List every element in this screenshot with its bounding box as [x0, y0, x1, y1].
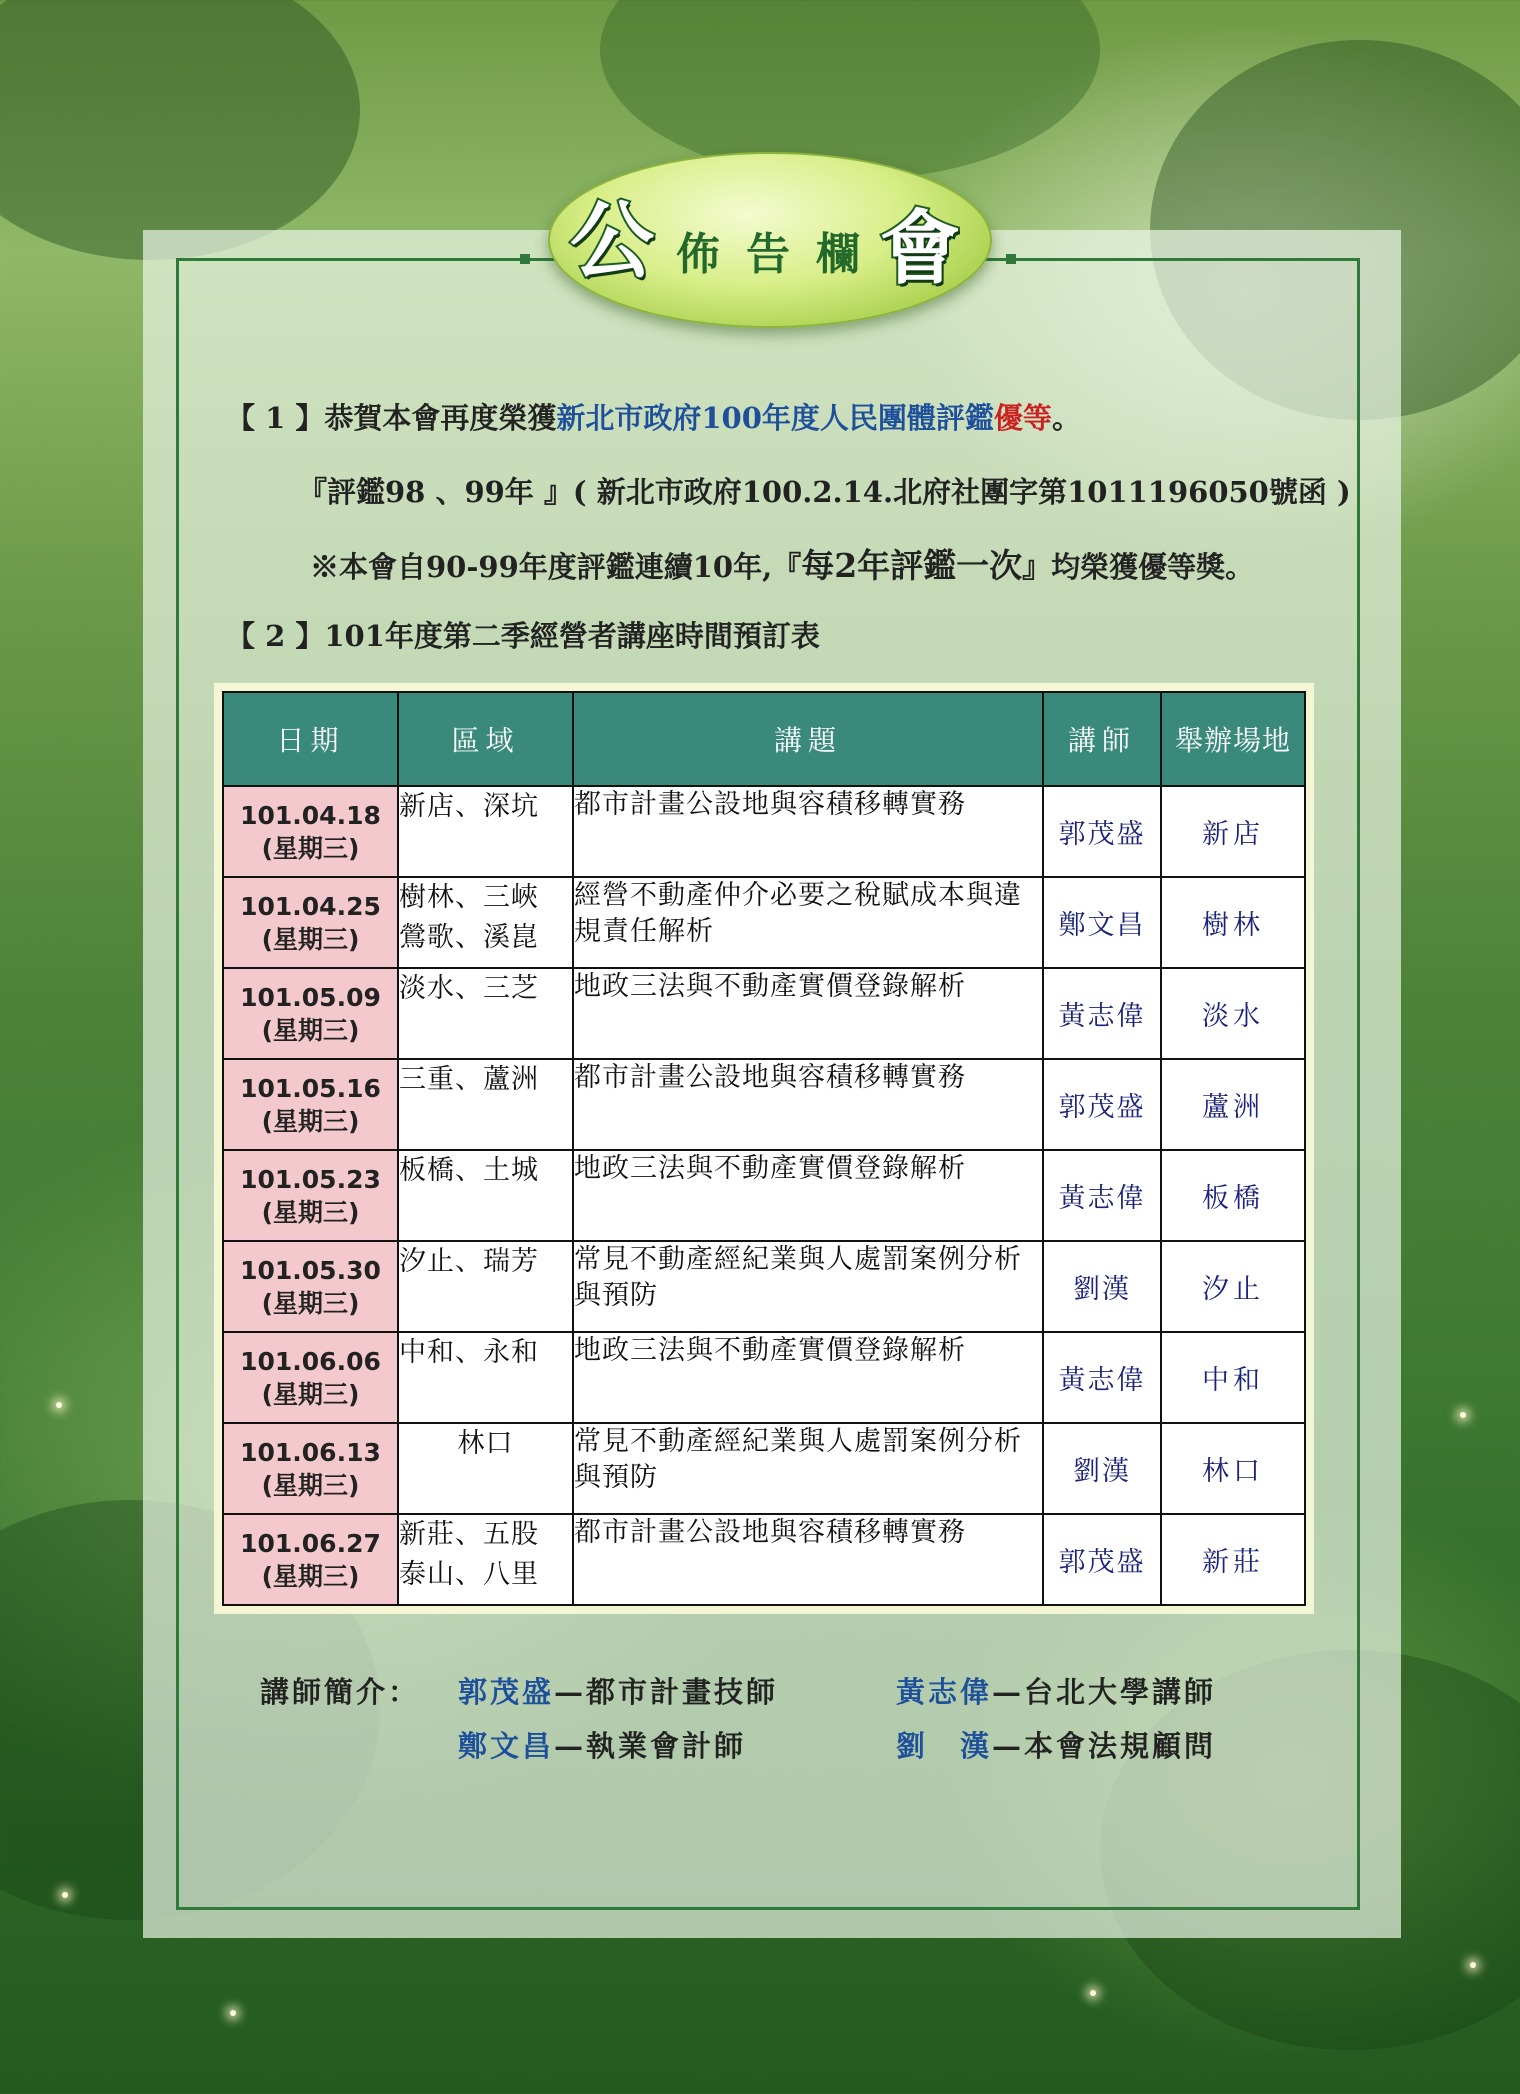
table-row: [223, 1241, 1305, 1332]
weekday-value: (星期三): [261, 833, 360, 863]
announcement-1-prefix: 【 1 】恭賀本會再度榮獲: [226, 401, 557, 435]
topic-cell: 常見不動產經紀業與人處罰案例分析與預防: [573, 1241, 1043, 1332]
area-line-1: 三重、蘆洲: [399, 1064, 539, 1095]
area-line-1: 淡水、三芝: [399, 973, 539, 1004]
area-cell: [398, 1241, 573, 1332]
area-line-1: 中和、永和: [399, 1337, 539, 1368]
area-cell: [398, 1514, 573, 1605]
table-row: [223, 1514, 1305, 1605]
frame-dot-right: [1006, 254, 1016, 264]
date-cell: [223, 786, 398, 877]
teacher-cell: 黃志偉: [1043, 1332, 1161, 1423]
weekday-value: (星期三): [261, 1561, 360, 1591]
announcement-note: [310, 540, 1254, 587]
venue-cell: 蘆洲: [1161, 1059, 1305, 1150]
table-row: [223, 1423, 1305, 1514]
teacher-cell: 黃志偉: [1043, 1150, 1161, 1241]
sparkle-decoration: [230, 2010, 236, 2016]
announcement-1-grade: 優等: [993, 401, 1052, 435]
instructor-title: —台北大學講師: [992, 1675, 1217, 1709]
date-value: 101.06.13: [240, 1437, 381, 1467]
badge-char-hui: 會: [880, 202, 960, 295]
area-line-1: 林口: [457, 1428, 514, 1459]
venue-cell: 汐止: [1161, 1241, 1305, 1332]
instructor-intro-label: 講師簡介：: [260, 1675, 421, 1709]
weekday-value: (星期三): [261, 1015, 360, 1045]
area-cell: [398, 1423, 573, 1514]
instructor-entry: [896, 1724, 1216, 1765]
area-line-2: 泰山、八里: [399, 1559, 539, 1590]
date-value: 101.06.27: [240, 1528, 381, 1558]
area-line-1: 板橋、土城: [399, 1155, 539, 1186]
topic-cell: 經營不動產仲介必要之稅賦成本與違規責任解析: [573, 877, 1043, 968]
weekday-value: (星期三): [261, 1379, 360, 1409]
instructor-entry: [896, 1670, 1216, 1711]
date-cell: [223, 968, 398, 1059]
table-header-row: [223, 692, 1305, 786]
topic-cell: 都市計畫公設地與容積移轉實務: [573, 786, 1043, 877]
header-topic: 講題: [573, 692, 1043, 786]
badge-char-3: 欄: [816, 229, 860, 280]
weekday-value: (星期三): [261, 924, 360, 954]
announcement-reference: 『評鑑98 、99年 』( 新北市政府100.2.14.北府社團字第1011196050號函 ): [298, 475, 1351, 509]
venue-cell: 淡水: [1161, 968, 1305, 1059]
date-value: 101.06.06: [240, 1346, 381, 1376]
date-cell: [223, 877, 398, 968]
table-row: [223, 786, 1305, 877]
teacher-cell: 郭茂盛: [1043, 1059, 1161, 1150]
venue-cell: 中和: [1161, 1332, 1305, 1423]
table-row: [223, 1059, 1305, 1150]
venue-cell: 新店: [1161, 786, 1305, 877]
instructor-name: 鄭文昌: [458, 1729, 555, 1763]
note-emphasis: 每2年評鑑一次: [801, 546, 1023, 585]
date-cell: [223, 1423, 398, 1514]
note-suffix: 』均榮獲優等獎。: [1022, 550, 1255, 584]
table-row: [223, 1150, 1305, 1241]
topic-cell: 都市計畫公設地與容積移轉實務: [573, 1059, 1043, 1150]
announcement-item-2: 【 2 】101年度第二季經營者講座時間預訂表: [226, 619, 820, 653]
venue-cell: 樹林: [1161, 877, 1305, 968]
header-date: 日期: [223, 692, 398, 786]
frame-dot-left: [520, 254, 530, 264]
teacher-cell: 黃志偉: [1043, 968, 1161, 1059]
date-cell: [223, 1059, 398, 1150]
area-cell: [398, 877, 573, 968]
weekday-value: (星期三): [261, 1470, 360, 1500]
venue-cell: 板橋: [1161, 1150, 1305, 1241]
teacher-cell: 鄭文昌: [1043, 877, 1161, 968]
sparkle-decoration: [1470, 1962, 1476, 1968]
area-cell: [398, 1332, 573, 1423]
announcement-1-highlight: 新北市政府100年度人民團體評鑑: [556, 401, 994, 435]
foliage-decoration: [0, 0, 360, 260]
badge-char-2: 告: [746, 229, 790, 280]
date-value: 101.05.23: [240, 1164, 381, 1194]
date-cell: [223, 1241, 398, 1332]
table-row: [223, 877, 1305, 968]
area-line-2: 鶯歌、溪崑: [399, 922, 539, 953]
topic-cell: 地政三法與不動產實價登錄解析: [573, 968, 1043, 1059]
sparkle-decoration: [56, 1402, 62, 1408]
area-line-1: 汐止、瑞芳: [399, 1246, 539, 1277]
sparkle-decoration: [62, 1892, 68, 1898]
weekday-value: (星期三): [261, 1288, 360, 1318]
area-line-1: 新莊、五股: [399, 1519, 539, 1550]
weekday-value: (星期三): [261, 1106, 360, 1136]
teacher-cell: 郭茂盛: [1043, 1514, 1161, 1605]
instructor-title: —本會法規顧問: [992, 1729, 1217, 1763]
table-row: [223, 1332, 1305, 1423]
topic-cell: 地政三法與不動產實價登錄解析: [573, 1150, 1043, 1241]
teacher-cell: 劉漢: [1043, 1241, 1161, 1332]
date-value: 101.04.25: [240, 891, 381, 921]
date-cell: [223, 1332, 398, 1423]
badge-char-gong: 公: [570, 192, 655, 290]
sparkle-decoration: [1090, 1990, 1096, 1996]
teacher-cell: 劉漢: [1043, 1423, 1161, 1514]
date-value: 101.05.09: [240, 982, 381, 1012]
topic-cell: 常見不動產經紀業與人處罰案例分析與預防: [573, 1423, 1043, 1514]
note-prefix: ※本會自90-99年度評鑑連續10年,『: [310, 550, 802, 584]
foliage-decoration: [600, 0, 1100, 180]
topic-cell: 地政三法與不動產實價登錄解析: [573, 1332, 1043, 1423]
instructor-entry: [458, 1724, 746, 1765]
instructor-name: 黃志偉: [896, 1675, 993, 1709]
topic-cell: 都市計畫公設地與容積移轉實務: [573, 1514, 1043, 1605]
header-teacher: 講師: [1043, 692, 1161, 786]
date-cell: [223, 1514, 398, 1605]
schedule-table: [222, 691, 1306, 1606]
instructor-title: —執業會計師: [554, 1729, 747, 1763]
weekday-value: (星期三): [261, 1197, 360, 1227]
header-venue: 舉辦場地: [1161, 692, 1305, 786]
instructor-name: 劉 漢: [896, 1729, 993, 1763]
date-value: 101.05.30: [240, 1255, 381, 1285]
sparkle-decoration: [1460, 1412, 1466, 1418]
area-line-1: 新店、深坑: [399, 791, 539, 822]
venue-cell: 林口: [1161, 1423, 1305, 1514]
instructor-title: —都市計畫技師: [554, 1675, 779, 1709]
title-badge: [548, 152, 992, 328]
area-cell: [398, 1059, 573, 1150]
header-area: 區域: [398, 692, 573, 786]
table-row: [223, 968, 1305, 1059]
instructor-name: 郭茂盛: [458, 1675, 555, 1709]
area-cell: [398, 786, 573, 877]
announcement-1-suffix: 。: [1051, 401, 1081, 435]
area-cell: [398, 968, 573, 1059]
teacher-cell: 郭茂盛: [1043, 786, 1161, 877]
badge-char-1: 佈: [676, 229, 720, 280]
date-value: 101.05.16: [240, 1073, 381, 1103]
date-value: 101.04.18: [240, 800, 381, 830]
date-cell: [223, 1150, 398, 1241]
instructor-entry: [458, 1670, 778, 1711]
venue-cell: 新莊: [1161, 1514, 1305, 1605]
announcement-item-1: [226, 396, 1081, 437]
area-cell: [398, 1150, 573, 1241]
area-line-1: 樹林、三峽: [399, 882, 539, 913]
